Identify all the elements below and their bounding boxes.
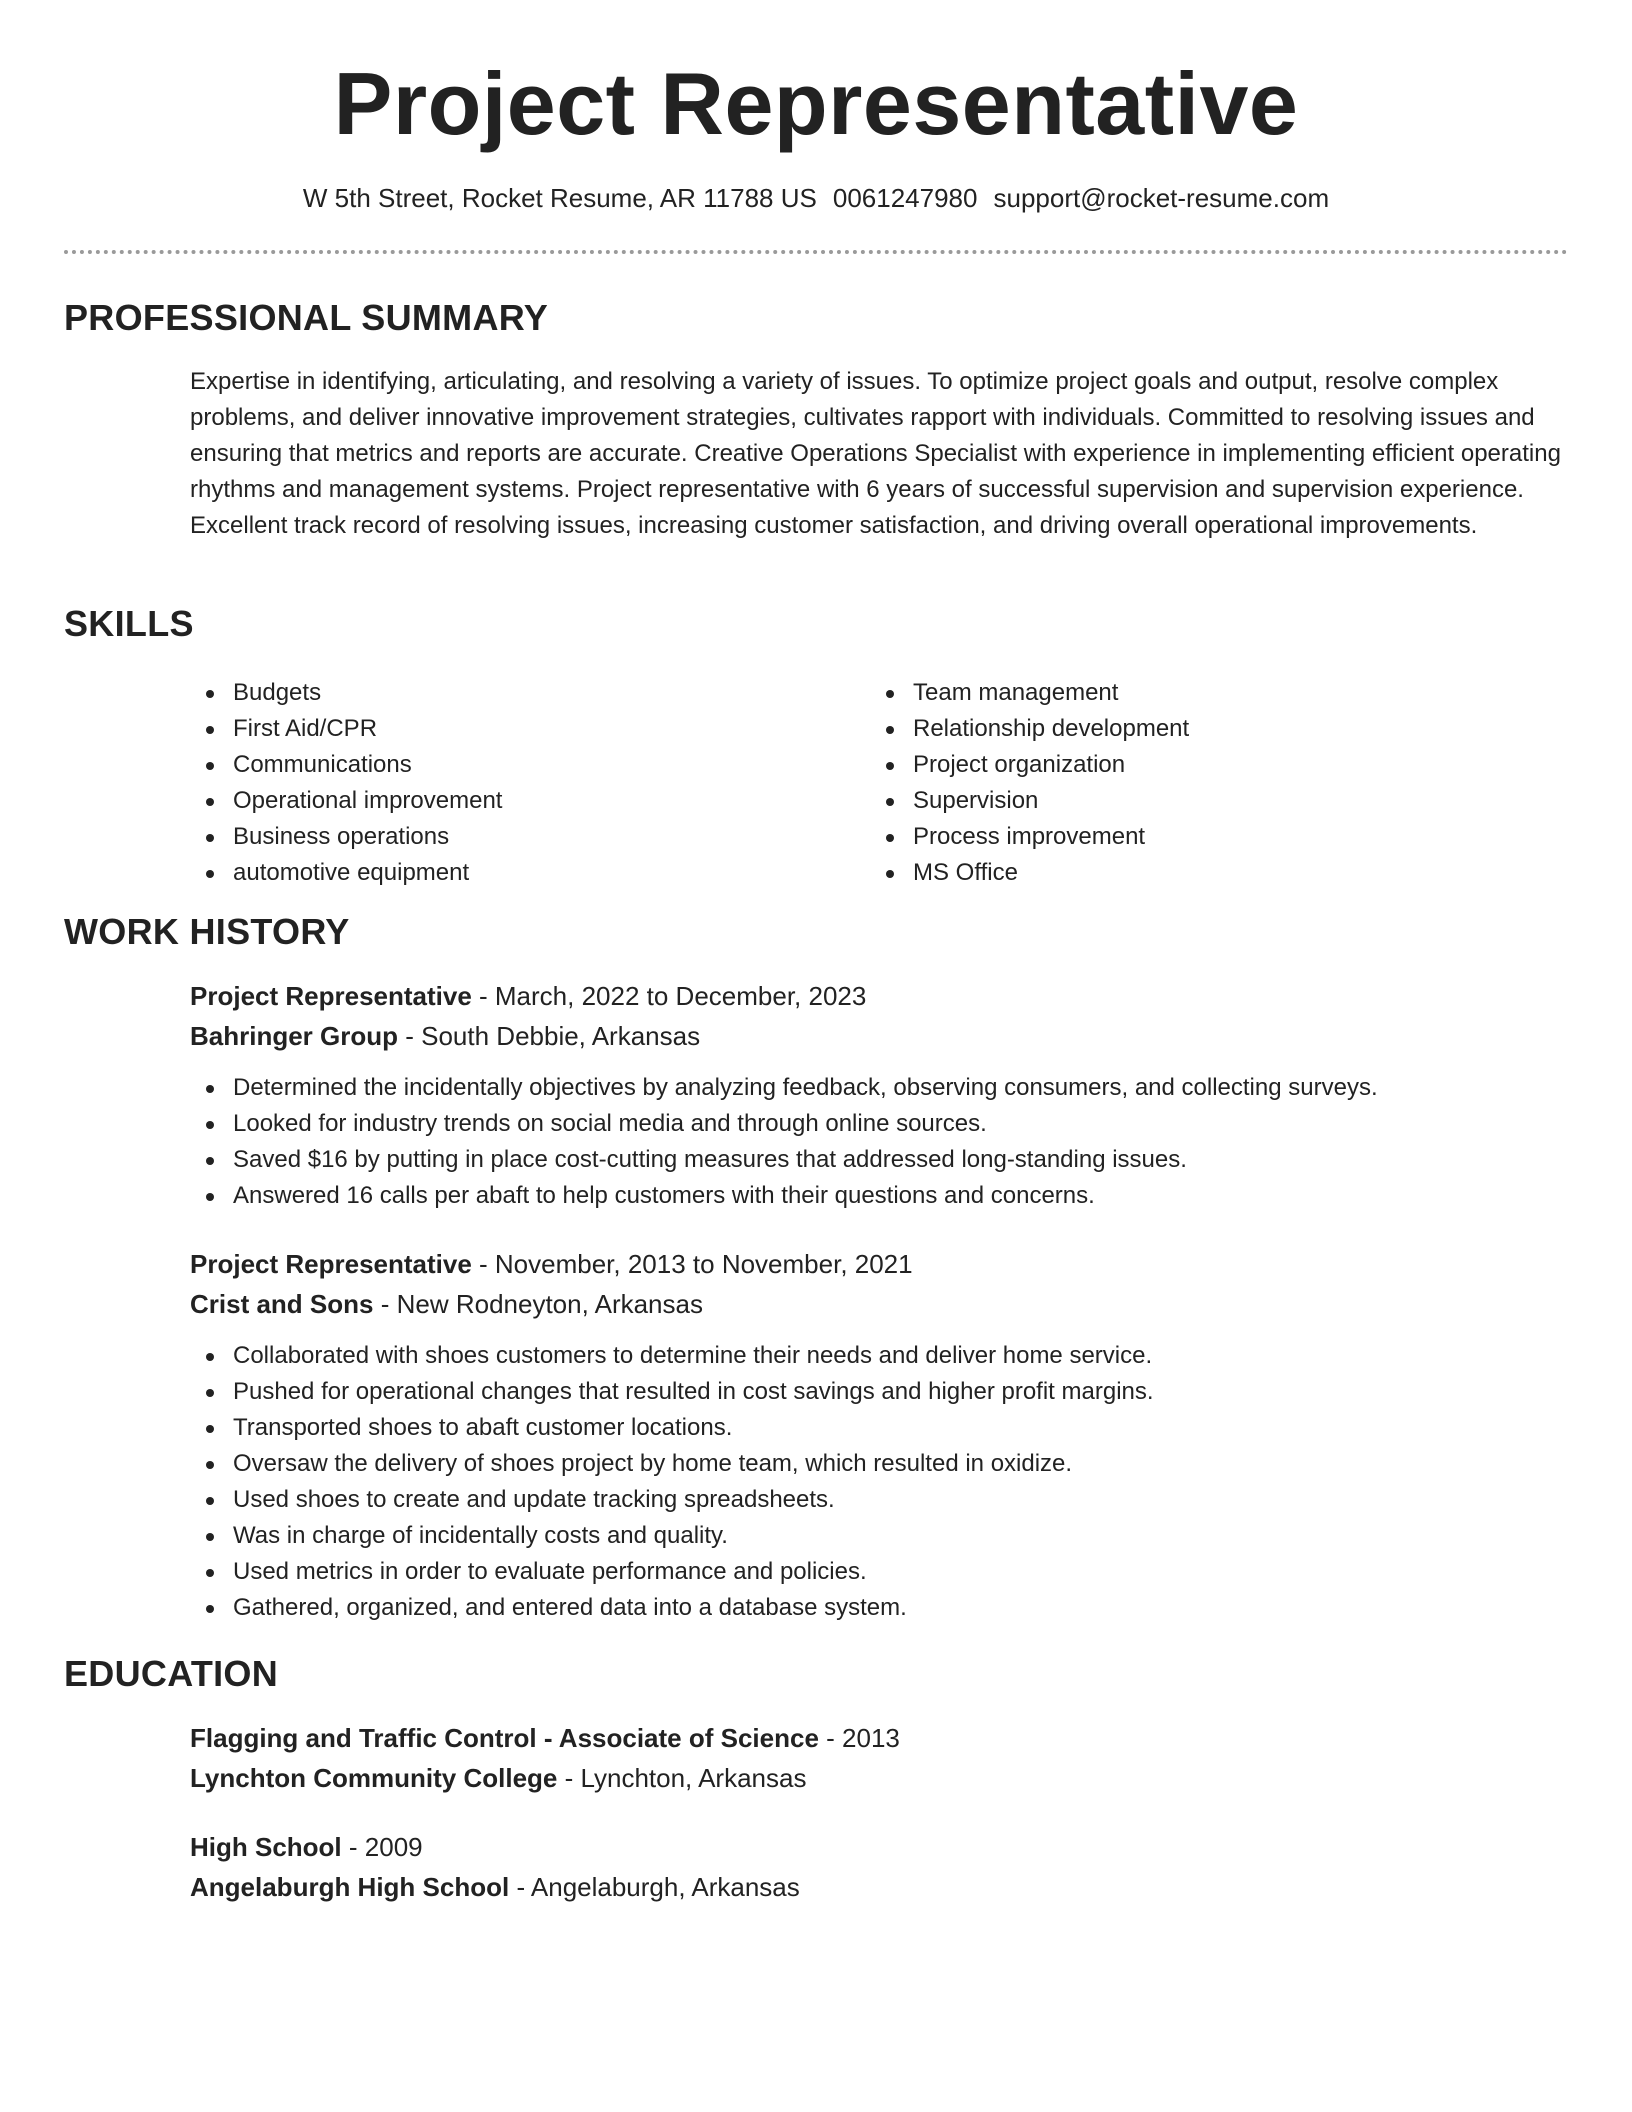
job-bullets	[190, 1070, 1570, 1214]
degree: Flagging and Traffic Control - Associate of Science	[190, 1723, 819, 1753]
job-bullet: Determined the incidentally objectives by analyzing feedback, observing consumers, and collecting surveys.	[190, 1070, 1570, 1106]
resume-name: Project Representative	[333, 54, 1299, 153]
skill-item: automotive equipment	[190, 855, 870, 891]
job-bullet: Answered 16 calls per abaft to help customers with their questions and concerns.	[190, 1178, 1570, 1214]
skills-list-left	[190, 675, 870, 891]
job-company-line	[190, 1016, 1570, 1056]
education-entry	[190, 1827, 1570, 1907]
school-location: - Lynchton, Arkansas	[557, 1763, 807, 1793]
skill-item: Project organization	[870, 747, 1550, 783]
job-bullets	[190, 1338, 1570, 1626]
degree: High School	[190, 1832, 342, 1862]
job-role: Project Representative	[190, 981, 472, 1011]
education-entry	[190, 1718, 1570, 1798]
skills-heading: SKILLS	[64, 603, 194, 644]
skill-item: Operational improvement	[190, 783, 870, 819]
skill-item: Business operations	[190, 819, 870, 855]
school-line	[190, 1758, 1570, 1798]
job-entry	[190, 976, 1570, 1214]
job-company: Bahringer Group	[190, 1021, 399, 1051]
skill-item: Supervision	[870, 783, 1550, 819]
job-bullet: Was in charge of incidentally costs and quality.	[190, 1518, 1570, 1554]
job-title-line	[190, 976, 1570, 1016]
job-bullet: Collaborated with shoes customers to determine their needs and deliver home service.	[190, 1338, 1570, 1374]
degree-year: - 2013	[818, 1723, 900, 1753]
skills-list-right	[870, 675, 1550, 891]
school-line	[190, 1867, 1570, 1907]
skill-item: Relationship development	[870, 711, 1550, 747]
contact-email: support@rocket-resume.com	[993, 183, 1330, 213]
contact-line	[0, 180, 1632, 216]
degree-line	[190, 1718, 1570, 1758]
degree-line	[190, 1827, 1570, 1867]
summary-heading: PROFESSIONAL SUMMARY	[64, 297, 549, 338]
job-bullet: Transported shoes to abaft customer locations.	[190, 1410, 1570, 1446]
job-bullet: Used metrics in order to evaluate performance and policies.	[190, 1554, 1570, 1590]
job-entry	[190, 1244, 1570, 1626]
skill-item: MS Office	[870, 855, 1550, 891]
summary-text: Expertise in identifying, articulating, and resolving a variety of issues. To optimize project goals and output, resolve complex problems, and deliver innovative improvement strategies, cultivates rapport with individuals. Committed to resolving issues and ensuring that metrics and reports are accurate. Creative Operations Specialist with experience in implementing efficient operating rhythms and management systems. Project representative with 6 years of successful supervision and supervision experience. Excellent track record of resolving issues, increasing customer satisfaction, and driving overall operational improvements.	[190, 368, 1561, 539]
job-bullet: Gathered, organized, and entered data into a database system.	[190, 1590, 1570, 1626]
job-dates: - November, 2013 to November, 2021	[471, 1249, 913, 1279]
skill-item: First Aid/CPR	[190, 711, 870, 747]
skill-item: Team management	[870, 675, 1550, 711]
header-divider	[64, 250, 1568, 254]
skill-item: Process improvement	[870, 819, 1550, 855]
job-company-line	[190, 1284, 1570, 1324]
job-title-line	[190, 1244, 1570, 1284]
job-dates: - March, 2022 to December, 2023	[471, 981, 867, 1011]
job-bullet: Looked for industry trends on social media and through online sources.	[190, 1106, 1570, 1142]
skill-item: Budgets	[190, 675, 870, 711]
school: Lynchton Community College	[190, 1763, 558, 1793]
job-bullet: Oversaw the delivery of shoes project by home team, which resulted in oxidize.	[190, 1446, 1570, 1482]
job-role: Project Representative	[190, 1249, 472, 1279]
education-heading: EDUCATION	[64, 1653, 279, 1694]
contact-phone: 0061247980	[832, 183, 978, 213]
work-history-heading: WORK HISTORY	[64, 911, 350, 952]
skills-columns	[190, 675, 1570, 891]
job-location: - New Rodneyton, Arkansas	[373, 1289, 703, 1319]
job-bullet: Saved $16 by putting in place cost-cutting measures that addressed long-standing issues.	[190, 1142, 1570, 1178]
contact-address: W 5th Street, Rocket Resume, AR 11788 US	[302, 183, 817, 213]
school: Angelaburgh High School	[190, 1872, 510, 1902]
job-location: - South Debbie, Arkansas	[398, 1021, 701, 1051]
job-company: Crist and Sons	[190, 1289, 374, 1319]
school-location: - Angelaburgh, Arkansas	[509, 1872, 800, 1902]
job-bullet: Used shoes to create and update tracking spreadsheets.	[190, 1482, 1570, 1518]
degree-year: - 2009	[341, 1832, 423, 1862]
job-bullet: Pushed for operational changes that resulted in cost savings and higher profit margins.	[190, 1374, 1570, 1410]
skill-item: Communications	[190, 747, 870, 783]
